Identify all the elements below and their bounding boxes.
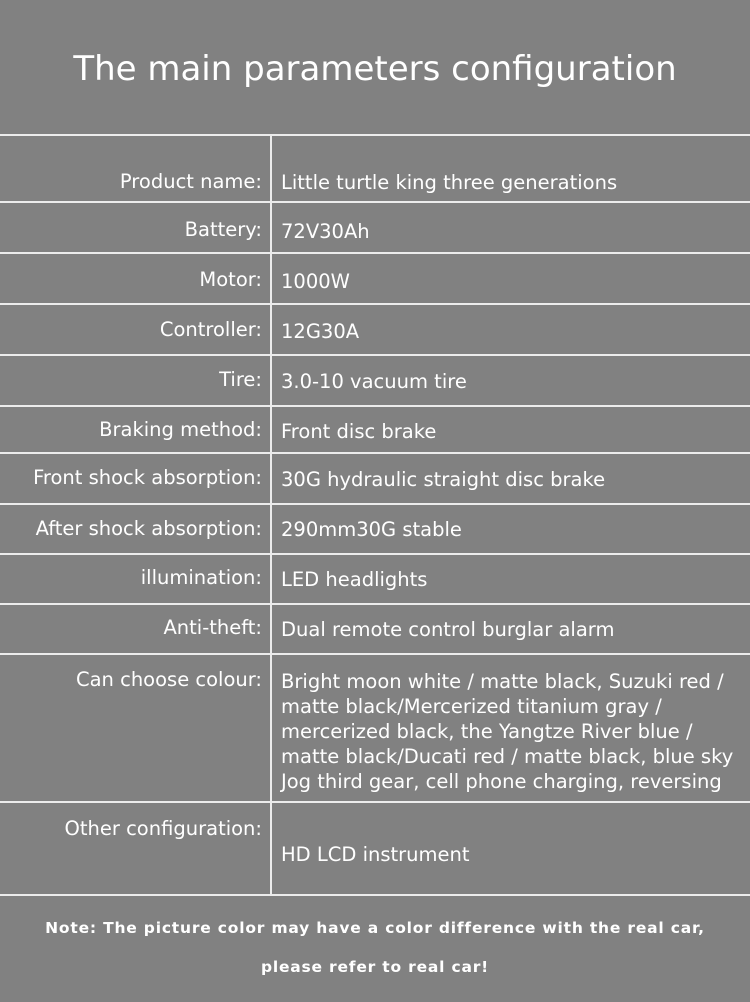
row-label: Tire: — [219, 368, 262, 391]
row-value: 72V30Ah — [281, 220, 370, 243]
row-label: Braking method: — [99, 418, 262, 441]
table-row-front-shock — [0, 454, 750, 505]
table-row-product-name — [0, 136, 750, 203]
row-value: 12G30A — [281, 320, 360, 343]
table-row-braking-method — [0, 407, 750, 454]
row-value: Front disc brake — [281, 420, 437, 443]
row-value: 3.0-10 vacuum tire — [281, 370, 467, 393]
row-value: 290mm30G stable — [281, 518, 462, 541]
note-line-1: Note: The picture color may have a color difference with the real car, — [45, 919, 705, 937]
table-row-controller — [0, 305, 750, 356]
colour-line: Jog third gear, cell phone charging, reversing — [281, 770, 722, 793]
table-row-battery — [0, 203, 750, 254]
row-label: Other configuration: — [64, 817, 262, 840]
row-label: Can choose colour: — [75, 668, 262, 691]
row-value — [281, 669, 747, 794]
row-label: After shock absorption: — [35, 517, 262, 540]
table-row-anti-theft — [0, 605, 750, 655]
row-label: Motor: — [199, 268, 262, 291]
note-line-2: please refer to real car! — [260, 958, 490, 976]
page-title: The main parameters configuration — [73, 49, 677, 89]
table-row-colour — [0, 655, 750, 803]
colour-line: matte black/Mercerized titanium gray / — [281, 695, 662, 718]
row-label: Controller: — [159, 318, 262, 341]
row-value: Little turtle king three generations — [281, 171, 618, 194]
disclaimer-note — [0, 896, 750, 1002]
table-row-other-configuration — [0, 803, 750, 896]
table-row-tire — [0, 356, 750, 407]
table-row-motor — [0, 254, 750, 305]
colour-line: mercerized black, the Yangtze River blue / — [281, 720, 693, 743]
row-value: 1000W — [281, 270, 350, 293]
table-row-illumination — [0, 555, 750, 605]
colour-line: matte black/Ducati red / matte black, blue sky — [281, 745, 734, 768]
row-value: LED headlights — [281, 568, 428, 591]
row-label: Product name: — [119, 170, 262, 193]
parameters-table — [0, 134, 750, 896]
row-value: Dual remote control burglar alarm — [281, 618, 615, 641]
table-row-after-shock — [0, 505, 750, 555]
row-value: HD LCD instrument — [281, 843, 470, 866]
row-label: Anti-theft: — [163, 616, 262, 639]
row-label: illumination: — [140, 566, 262, 589]
colour-line: Bright moon white / matte black, Suzuki red / — [281, 670, 724, 693]
row-label: Battery: — [184, 218, 262, 241]
row-value: 30G hydraulic straight disc brake — [281, 468, 606, 491]
row-label: Front shock absorption: — [33, 466, 262, 489]
